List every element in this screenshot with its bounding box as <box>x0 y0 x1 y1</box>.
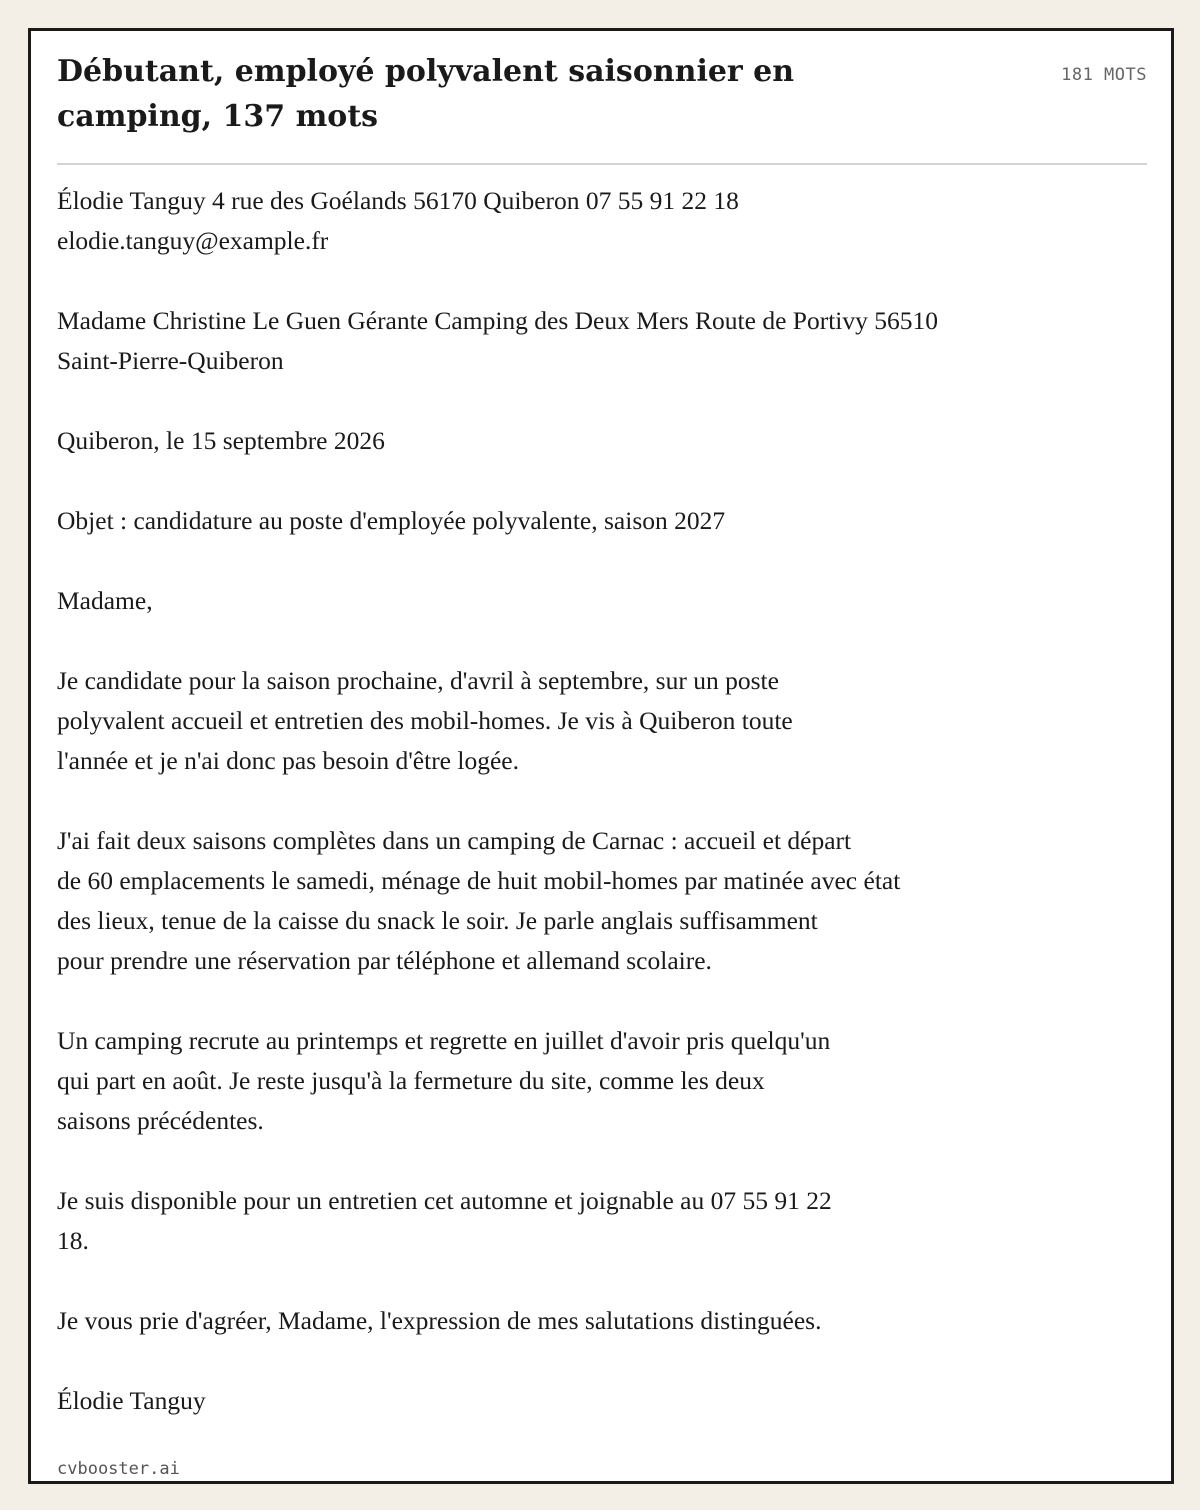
letter-signature: Élodie Tanguy <box>57 1386 206 1415</box>
recipient-line: Saint-Pierre-Quiberon <box>57 346 284 375</box>
letter-paragraph-4 <box>57 1181 1147 1261</box>
paragraph-line: des lieux, tenue de la caisse du snack le soir. Je parle anglais suffisamment <box>57 906 818 935</box>
brand-footer: cvbooster.ai <box>57 1459 180 1479</box>
letter-paragraph-1 <box>57 661 1147 781</box>
sender-block <box>57 181 1147 261</box>
paragraph-line: 18. <box>57 1226 89 1255</box>
recipient-line: Madame Christine Le Guen Gérante Camping des Deux Mers Route de Portivy 56510 <box>57 306 938 335</box>
letter-salutation: Madame, <box>57 586 153 615</box>
paragraph-line: l'année et je n'ai donc pas besoin d'être logée. <box>57 746 519 775</box>
paragraph-line: de 60 emplacements le samedi, ménage de huit mobil-homes par matinée avec état <box>57 866 901 895</box>
sender-address: Élodie Tanguy 4 rue des Goélands 56170 Quiberon 07 55 91 22 18 <box>57 186 739 215</box>
paragraph-line: Je candidate pour la saison prochaine, d'avril à septembre, sur un poste <box>57 666 779 695</box>
letter-card <box>28 28 1174 1484</box>
letter-subject: Objet : candidature au poste d'employée polyvalente, saison 2027 <box>57 506 726 535</box>
word-count-badge: 181 MOTS <box>1061 65 1147 85</box>
paragraph-line: Je suis disponible pour un entretien cet automne et joignable au 07 55 91 22 <box>57 1186 832 1215</box>
paragraph-line: pour prendre une réservation par téléphone et allemand scolaire. <box>57 946 712 975</box>
paragraph-line: polyvalent accueil et entretien des mobil-homes. Je vis à Quiberon toute <box>57 706 793 735</box>
letter-body <box>57 181 1147 1421</box>
recipient-block <box>57 301 1147 381</box>
letter-header <box>57 49 1147 165</box>
letter-closing: Je vous prie d'agréer, Madame, l'expression de mes salutations distinguées. <box>57 1306 822 1335</box>
paragraph-line: saisons précédentes. <box>57 1106 264 1135</box>
sender-email: elodie.tanguy@example.fr <box>57 226 329 255</box>
paragraph-line: J'ai fait deux saisons complètes dans un camping de Carnac : accueil et départ <box>57 826 852 855</box>
paragraph-line: qui part en août. Je reste jusqu'à la fermeture du site, comme les deux <box>57 1066 765 1095</box>
paragraph-line: Un camping recrute au printemps et regrette en juillet d'avoir pris quelqu'un <box>57 1026 831 1055</box>
page-title: Débutant, employé polyvalent saisonnier en camping, 137 mots <box>57 54 795 134</box>
letter-paragraph-3 <box>57 1021 1147 1141</box>
letter-paragraph-2 <box>57 821 1147 981</box>
letter-date: Quiberon, le 15 septembre 2026 <box>57 426 385 455</box>
